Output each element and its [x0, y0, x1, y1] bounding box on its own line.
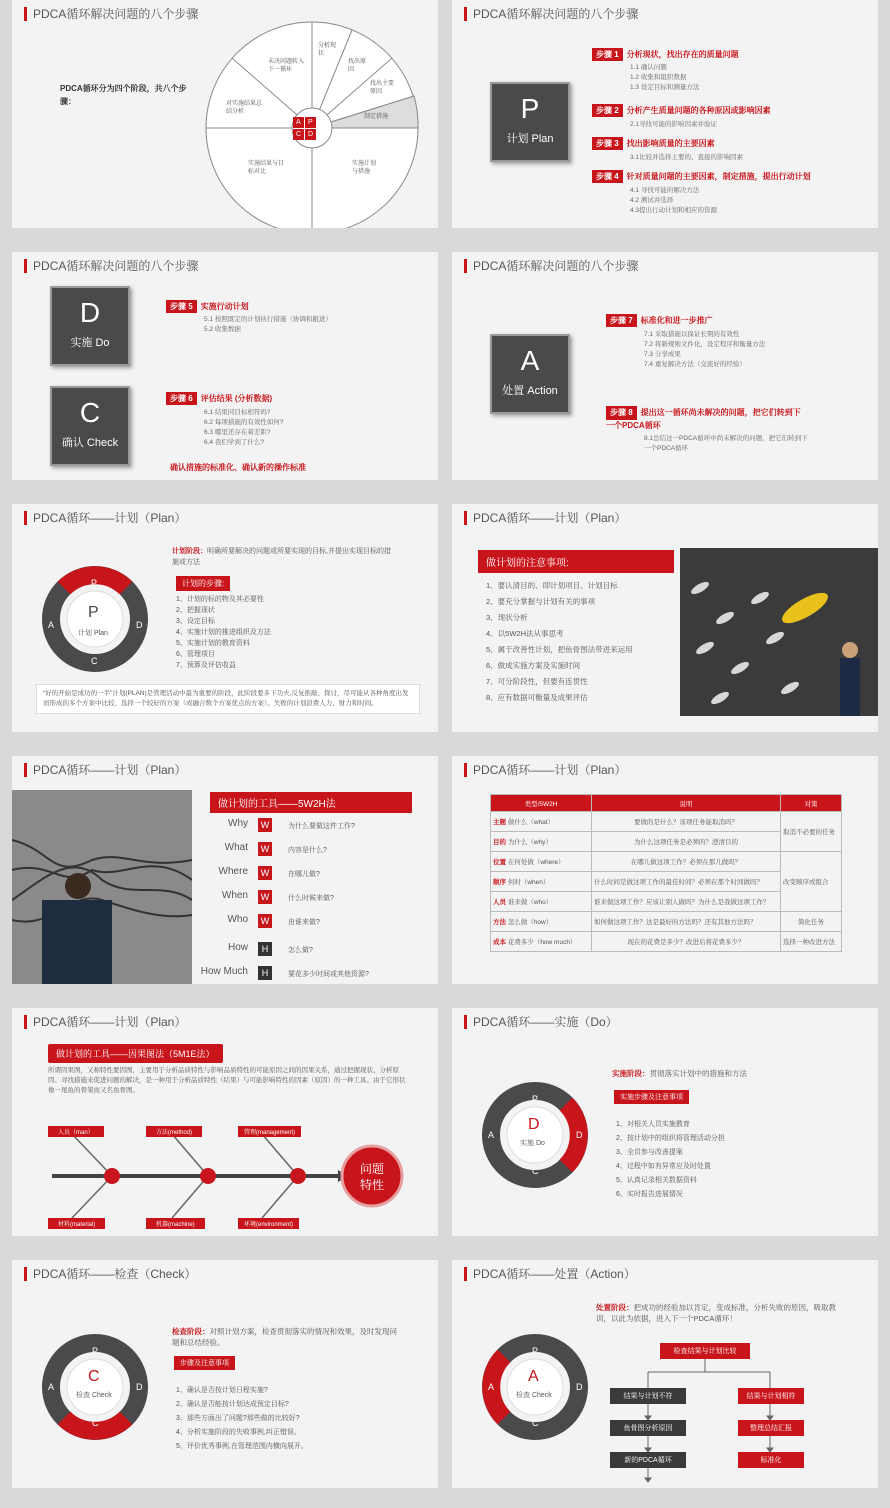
cycle-center-word: 实施 Do: [520, 1140, 545, 1147]
slide-11: [12, 1260, 438, 1488]
slide-2: [452, 0, 878, 228]
slide-title: PDCA循环解决问题的八个步骤: [464, 7, 638, 21]
wheel-label: 对实施结果总结分析: [226, 101, 263, 115]
flow-top: 检查结果与计划比较: [660, 1343, 750, 1359]
slide-9: [12, 1008, 438, 1236]
step-1: 步骤 1 分析现状，找出存在的质量问题: [592, 48, 739, 61]
flow-right-3: 标准化: [738, 1452, 804, 1468]
step-2-subs: 2.1寻找可能的影响因素并验证: [630, 121, 718, 128]
row-why: Why W 为什么要做这件工作?: [228, 818, 355, 830]
cause-man: 人员（man）: [48, 1126, 104, 1137]
table-row: 成本 花费多少（how much） 现在的花费是多少？改进后将花费多少？ 选择一种改进方法: [491, 932, 842, 952]
table-row: 位置 在何处做（where） 在哪儿做这项工作？必须在那儿做吗？ 改变顺序或组合: [491, 852, 842, 872]
fish-head-line1: 问题: [360, 1162, 385, 1176]
do-letter: D: [79, 297, 101, 328]
step-7-subs: 7.1 采取措施以保证长期的有效性 7.2 将新规则文件化，设定程序和衡量方法 7.3 分享成果 7.4 重复解决方法（交流好的经验）: [644, 331, 766, 368]
5w2h-table: [490, 794, 842, 952]
core-c: C: [296, 131, 302, 138]
flow-left-3: 新的PDCA循环: [610, 1452, 686, 1468]
step-6: 步骤 6 评估结果 (分析数据): [166, 392, 272, 405]
slide-3: [12, 252, 438, 480]
cause-machine: 机器(machine): [146, 1218, 205, 1229]
cycle-p: P: [91, 578, 98, 588]
flow-right-1: 结果与计划相符: [738, 1388, 804, 1404]
row-when: When W 什么时候来做?: [221, 890, 334, 902]
step-7: 步骤 7 标准化和进一步推广: [606, 314, 713, 327]
cycle-p: P: [532, 1094, 539, 1104]
check-word: 确认 Check: [61, 437, 119, 449]
cycle-p: P: [532, 1346, 539, 1356]
row-what: What W 内容是什么?: [224, 842, 327, 854]
cycle-d: D: [136, 1382, 143, 1392]
slide-4: [452, 252, 878, 480]
cycle-center-letter: D: [528, 1116, 540, 1133]
step-3-subs: 3.1比较并选择主要的、直接的影响因素: [630, 154, 744, 161]
cause-material: 材料(material): [48, 1218, 105, 1229]
slide-title: PDCA循环——计划（Plan）: [24, 511, 186, 525]
slide-6: [452, 504, 878, 732]
do-steps-list: 1、对相关人员实施教育 2、按计划中的组织将管理活动分担 3、全员参与改善提案 4、过程中如有异常应及时处置 5、认真记录相关数据资料 6、实时报告进展情况: [616, 1121, 725, 1198]
sub-title-bar: 实施步骤及注意事项: [614, 1090, 689, 1104]
standard-note: 确认措施的标准化、确认新的操作标准: [170, 463, 306, 472]
cycle-center-word: 检查 Check: [76, 1392, 112, 1399]
slide-title: PDCA循环——检查（Check）: [24, 1267, 196, 1281]
cause-environment: 环境(environment): [238, 1218, 299, 1229]
slide-1: [12, 0, 438, 228]
cycle-center-word: 检查 Check: [516, 1392, 552, 1399]
cause-management: 管理(management): [238, 1126, 301, 1137]
wheel-label: 制定措施: [364, 114, 389, 120]
slide-title: PDCA循环——处置（Action）: [464, 1267, 636, 1281]
wheel-label: 找出原因: [348, 59, 367, 73]
step-1-subs: 1.1 确认问题 1.2 收集和组织数据 1.3 设定目标和测量方法: [630, 64, 700, 91]
stage-desc: 检查阶段：对照计划方案，检查贯彻落实的情况和效果，及时发现问题和总结经验。: [172, 1327, 397, 1347]
row-how: How H 怎么做?: [227, 942, 313, 954]
step-8-subs: 8.1总结这一PDCA循环中尚未解决的问题，把它们转到下一个PDCA循环: [644, 435, 808, 452]
stage-desc: 处置阶段：把成功的经验加以肯定，变成标准，分析失败的原因，吸取教训，以此为依据，进入下一个PDCA循环！: [596, 1303, 836, 1323]
notes-list: 1、要认清目的、即计划项目、计划目标 2、要充分掌握与计划有关的事项 3、现状分析 4、以5W2H法从事思考 5、属于改善性计划，把鱼骨图法带进来运用 6、做成实施方案及实施时间 7、可分阶段性，但要有连贯性 8、应有数据可衡量及成果评估: [486, 581, 633, 702]
step-8: 步骤 8 提出这一循环尚未解决的问题，把它们转到下一个PDCA循环: [606, 408, 801, 430]
table-row: 主题 做什么（what） 要做的是什么？该项任务能取消吗？ 取消不必要的任务: [491, 812, 842, 832]
rockets-image: [680, 548, 878, 716]
row-how-much: How Much H 要花多少时间或其他资源?: [200, 966, 369, 978]
wheel-label: 实施计划与措施: [352, 161, 377, 175]
core-a: A: [296, 119, 301, 126]
cycle-a: A: [488, 1130, 495, 1140]
arrows-man-image: [12, 790, 192, 984]
col-header: 说明: [592, 795, 781, 812]
flow-right-2: 整理总结汇报: [738, 1420, 804, 1436]
cause-method: 方法(method): [146, 1126, 202, 1137]
check-steps-list: 1、确认是否按计划日程实施? 2、确认是否能按计划达成预定目标? 3、那些方面出了问题?那些做的比较好? 4、分析实施阶段的失败事例,纠正错误。 5、评价优秀事例,在管理范围内横向展开。: [176, 1387, 308, 1450]
fishbone-desc: 所谓因果图，又称特性要因图，主要用于分析品质特性与影响品质特性的可能原因之间的因果关系，通过把握现状、分析原因、寻找措施来促进问题的解决，是一种用于分析品质特性（结果）与可能影响特性的因素（原因）的一种工具。由于它形状像一尾鱼的骨架而又名鱼骨图。: [48, 1067, 406, 1094]
wheel-label: 分析现状: [318, 43, 337, 57]
flow-left-1: 结果与计划不符: [610, 1388, 686, 1404]
wheel-label: 实施结果与目标对比: [248, 161, 285, 175]
fishbone-diagram: [12, 1008, 438, 1236]
stage-desc: 计划阶段：明确所要解决的问题或所要实现的目标,并提出实现目标的措施或方法: [172, 548, 391, 566]
cycle-c: C: [92, 1418, 99, 1428]
sub-title-bar: 步骤及注意事项: [174, 1356, 235, 1370]
cycle-c: C: [532, 1418, 539, 1428]
stage-desc: 实施阶段：贯彻落实计划中的措施和方法: [612, 1069, 747, 1078]
step-2: 步骤 2 分析产生质量问题的各种原因或影响因素: [592, 104, 771, 117]
sub-title-bar: 计划的步骤:: [176, 576, 230, 591]
cycle-center-letter: P: [88, 604, 99, 621]
action-letter: A: [520, 345, 540, 376]
cycle-p: P: [92, 1346, 99, 1356]
cycle-a: A: [48, 620, 55, 630]
slide-title: PDCA循环——实施（Do）: [464, 1015, 618, 1029]
notes-banner: 做计划的注意事项:: [478, 550, 674, 573]
check-box: [50, 386, 130, 466]
fishbone-banner: 做计划的工具——因果图法（5M1E法）: [48, 1044, 223, 1063]
row-who: Who W 由谁来做?: [227, 914, 320, 926]
check-letter: C: [79, 397, 101, 428]
row-where: Where W 在哪儿做?: [218, 866, 320, 878]
table-row: 人员 谁来做（who） 谁来做这项工作？应该让别人做吗？为什么是我做这项工作？: [491, 892, 842, 912]
action-word: 处置 Action: [502, 385, 558, 397]
quote-box: “好的开始是成功的一半”计划(PLAN)是管理活动中最为重要的阶段，此阶段要多下功夫,反复推敲、探讨，尽可能从各种角度出发而形成的多个方案中比较、选择一个较好的方案（或融合数个方案优点的方案）。失败的计划浪费人力、财力和时间。: [36, 684, 420, 714]
do-box: [50, 286, 130, 366]
flow-left-2: 鱼骨图分析原因: [610, 1420, 686, 1436]
intro-text: PDCA循环分为四个阶段，共八个步骤：: [60, 84, 187, 106]
table-row: 方法 怎么做（how） 如何做这项工作？这是最好的方法吗？还有其他方法吗？ 简化任务: [491, 912, 842, 932]
slide-5: [12, 504, 438, 732]
cycle-c: C: [532, 1166, 539, 1176]
table-row: 顺序 何时（when） 什么时间是做这项工作的最佳时间？必须在那个时间做吗？: [491, 872, 842, 892]
cycle-c: C: [91, 656, 98, 666]
step-6-subs: 6.1 结果同目标相符吗? 6.2 每项措施的有效性如何? 6.3 哪里还存在着差距? 6.4 我们学到了什么?: [204, 409, 284, 446]
action-box: [490, 334, 570, 414]
tool-banner: 做计划的工具——5W2H法: [210, 792, 412, 813]
step-4: 步骤 4 针对质量问题的主要因素，制定措施，提出行动计划: [592, 170, 811, 183]
wheel-label: 未决问题转入下一循环: [268, 59, 305, 73]
slide-title: PDCA循环——计划（Plan）: [24, 763, 186, 777]
cycle-center-word: 计划 Plan: [78, 630, 108, 637]
step-5-subs: 5.1 按照既定的计划执行措施（协调和跟进） 5.2 收集数据: [204, 316, 332, 333]
slide-title: PDCA循环解决问题的八个步骤: [464, 259, 638, 273]
wheel-label: 找出主要原因: [370, 81, 395, 95]
slide-title: PDCA循环——计划（Plan）: [24, 1015, 186, 1029]
cycle-d: D: [136, 620, 143, 630]
slide-title: PDCA循环解决问题的八个步骤: [24, 7, 198, 21]
cycle-a: A: [488, 1382, 495, 1392]
cycle-center-letter: C: [88, 1368, 100, 1385]
slide-title: PDCA循环解决问题的八个步骤: [24, 259, 198, 273]
cycle-center-letter: A: [528, 1368, 539, 1385]
col-header: 对策: [781, 795, 842, 812]
step-5: 步骤 5 实施行动计划: [166, 300, 249, 313]
do-word: 实施 Do: [70, 337, 110, 349]
slide-title: PDCA循环——计划（Plan）: [464, 511, 626, 525]
core-d: D: [308, 131, 314, 138]
plan-word: 计划 Plan: [506, 133, 554, 145]
plan-box: [490, 82, 570, 162]
cycle-d: D: [576, 1130, 583, 1140]
cycle-a: A: [48, 1382, 55, 1392]
fish-head-line2: 特性: [360, 1178, 385, 1192]
slide-7: [12, 756, 438, 984]
slide-8: [452, 756, 878, 984]
plan-letter: P: [520, 93, 540, 124]
slide-title: PDCA循环——计划（Plan）: [464, 763, 626, 777]
slide-10: [452, 1008, 878, 1236]
cycle-d: D: [576, 1382, 583, 1392]
col-header: 类型/5W2H: [491, 795, 592, 812]
core-p: P: [308, 119, 313, 126]
plan-steps-list: 1、计划的标的物及其必要性 2、把握现状 3、设定目标 4、实施计划的推进组织及方法 5、实施计划的教育资料 6、管理项目 7、预算及评估收益: [176, 596, 271, 669]
step-3: 步骤 3 找出影响质量的主要因素: [592, 137, 715, 150]
step-4-subs: 4.1 寻找可能的解决方法 4.2 测试并选择 4.3提出行动计划和相应的资源: [630, 187, 718, 214]
slide-12: [452, 1260, 878, 1488]
table-row: 目的 为什么（why） 为什么这项任务是必须的？澄清目的: [491, 832, 842, 852]
